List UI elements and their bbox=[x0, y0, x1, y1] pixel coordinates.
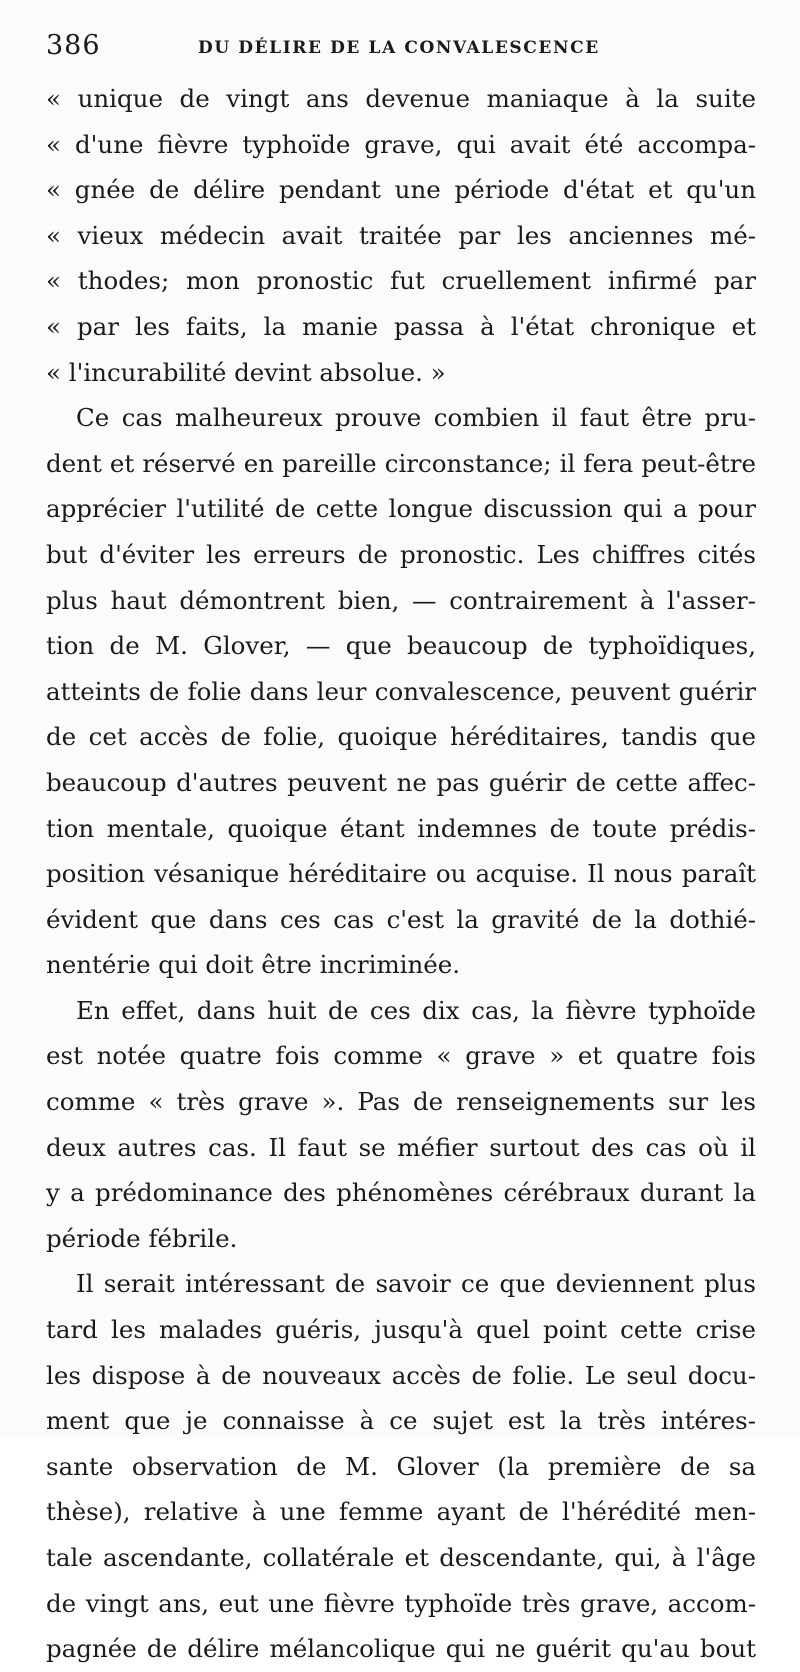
text-line: deux autres cas. Il faut se méfier surtout des cas où il bbox=[46, 1132, 756, 1162]
text-line: but d'éviter les erreurs de pronostic. Les chiffres cités bbox=[46, 539, 756, 569]
text-line: ment que je connaisse à ce sujet est la très intéres- bbox=[46, 1406, 756, 1436]
text-line: plus haut démontrent bien, — contrairement à l'asser- bbox=[46, 585, 756, 615]
text-line: Il serait intéressant de savoir ce que deviennent plus bbox=[76, 1269, 756, 1299]
page-header bbox=[46, 30, 756, 70]
paragraph bbox=[46, 395, 756, 988]
text-line: « d'une fièvre typhoïde grave, qui avait été accompa- bbox=[46, 129, 756, 159]
text-line: tard les malades guéris, jusqu'à quel point cette crise bbox=[46, 1315, 756, 1345]
paragraph bbox=[46, 76, 756, 395]
text-line: période fébrile. bbox=[46, 1223, 238, 1253]
text-line: pagnée de délire mélancolique qui ne guérit qu'au bout bbox=[46, 1634, 756, 1664]
text-line: évident que dans ces cas c'est la gravité de la dothié- bbox=[46, 904, 756, 934]
text-line: nentérie qui doit être incriminée. bbox=[46, 950, 461, 980]
body-text bbox=[46, 76, 756, 1672]
text-line: atteints de folie dans leur convalescence, peuvent guérir bbox=[46, 676, 756, 706]
text-line: Ce cas malheureux prouve combien il faut être pru- bbox=[76, 403, 756, 433]
text-line: « gnée de délire pendant une période d'état et qu'un bbox=[46, 175, 756, 205]
text-line: « vieux médecin avait traitée par les anciennes mé- bbox=[46, 220, 756, 250]
text-line: « par les faits, la manie passa à l'état chronique et bbox=[46, 311, 756, 341]
text-line: de cet accès de folie, quoique héréditaires, tandis que bbox=[46, 722, 756, 752]
text-line: « thodes; mon pronostic fut cruellement infirmé par bbox=[46, 266, 756, 296]
text-line: En effet, dans huit de ces dix cas, la fièvre typhoïde bbox=[76, 995, 756, 1025]
text-line: comme « très grave ». Pas de renseignements sur les bbox=[46, 1087, 756, 1117]
text-line: apprécier l'utilité de cette longue discussion qui a pour bbox=[46, 494, 756, 524]
text-line: est notée quatre fois comme « grave » et quatre fois bbox=[46, 1041, 756, 1071]
text-line: tion mentale, quoique étant indemnes de toute prédis- bbox=[46, 813, 756, 843]
page-number: 386 bbox=[46, 30, 101, 61]
text-line: « unique de vingt ans devenue maniaque à la suite bbox=[46, 84, 756, 113]
text-line: tion de M. Glover, — que beaucoup de typhoïdiques, bbox=[46, 631, 756, 661]
paragraph bbox=[46, 1261, 756, 1671]
text-line: sante observation de M. Glover (la première de sa bbox=[46, 1451, 756, 1481]
running-title: DU DÉLIRE DE LA CONVALESCENCE bbox=[198, 38, 600, 58]
text-line: « l'incurabilité devint absolue. » bbox=[46, 357, 446, 387]
text-line: les dispose à de nouveaux accès de folie. Le seul docu- bbox=[46, 1360, 756, 1390]
text-line: beaucoup d'autres peuvent ne pas guérir de cette affec- bbox=[46, 767, 756, 797]
text-line: position vésanique héréditaire ou acquise. Il nous paraît bbox=[46, 859, 756, 889]
text-line: thèse), relative à une femme ayant de l'hérédité men- bbox=[46, 1497, 756, 1527]
text-line: de vingt ans, eut une fièvre typhoïde très grave, accom- bbox=[46, 1588, 756, 1618]
paragraph bbox=[46, 988, 756, 1262]
text-line: dent et réservé en pareille circonstance; il fera peut-être bbox=[46, 448, 756, 478]
text-line: tale ascendante, collatérale et descendante, qui, à l'âge bbox=[46, 1543, 756, 1572]
text-line: y a prédominance des phénomènes cérébraux durant la bbox=[46, 1178, 756, 1208]
